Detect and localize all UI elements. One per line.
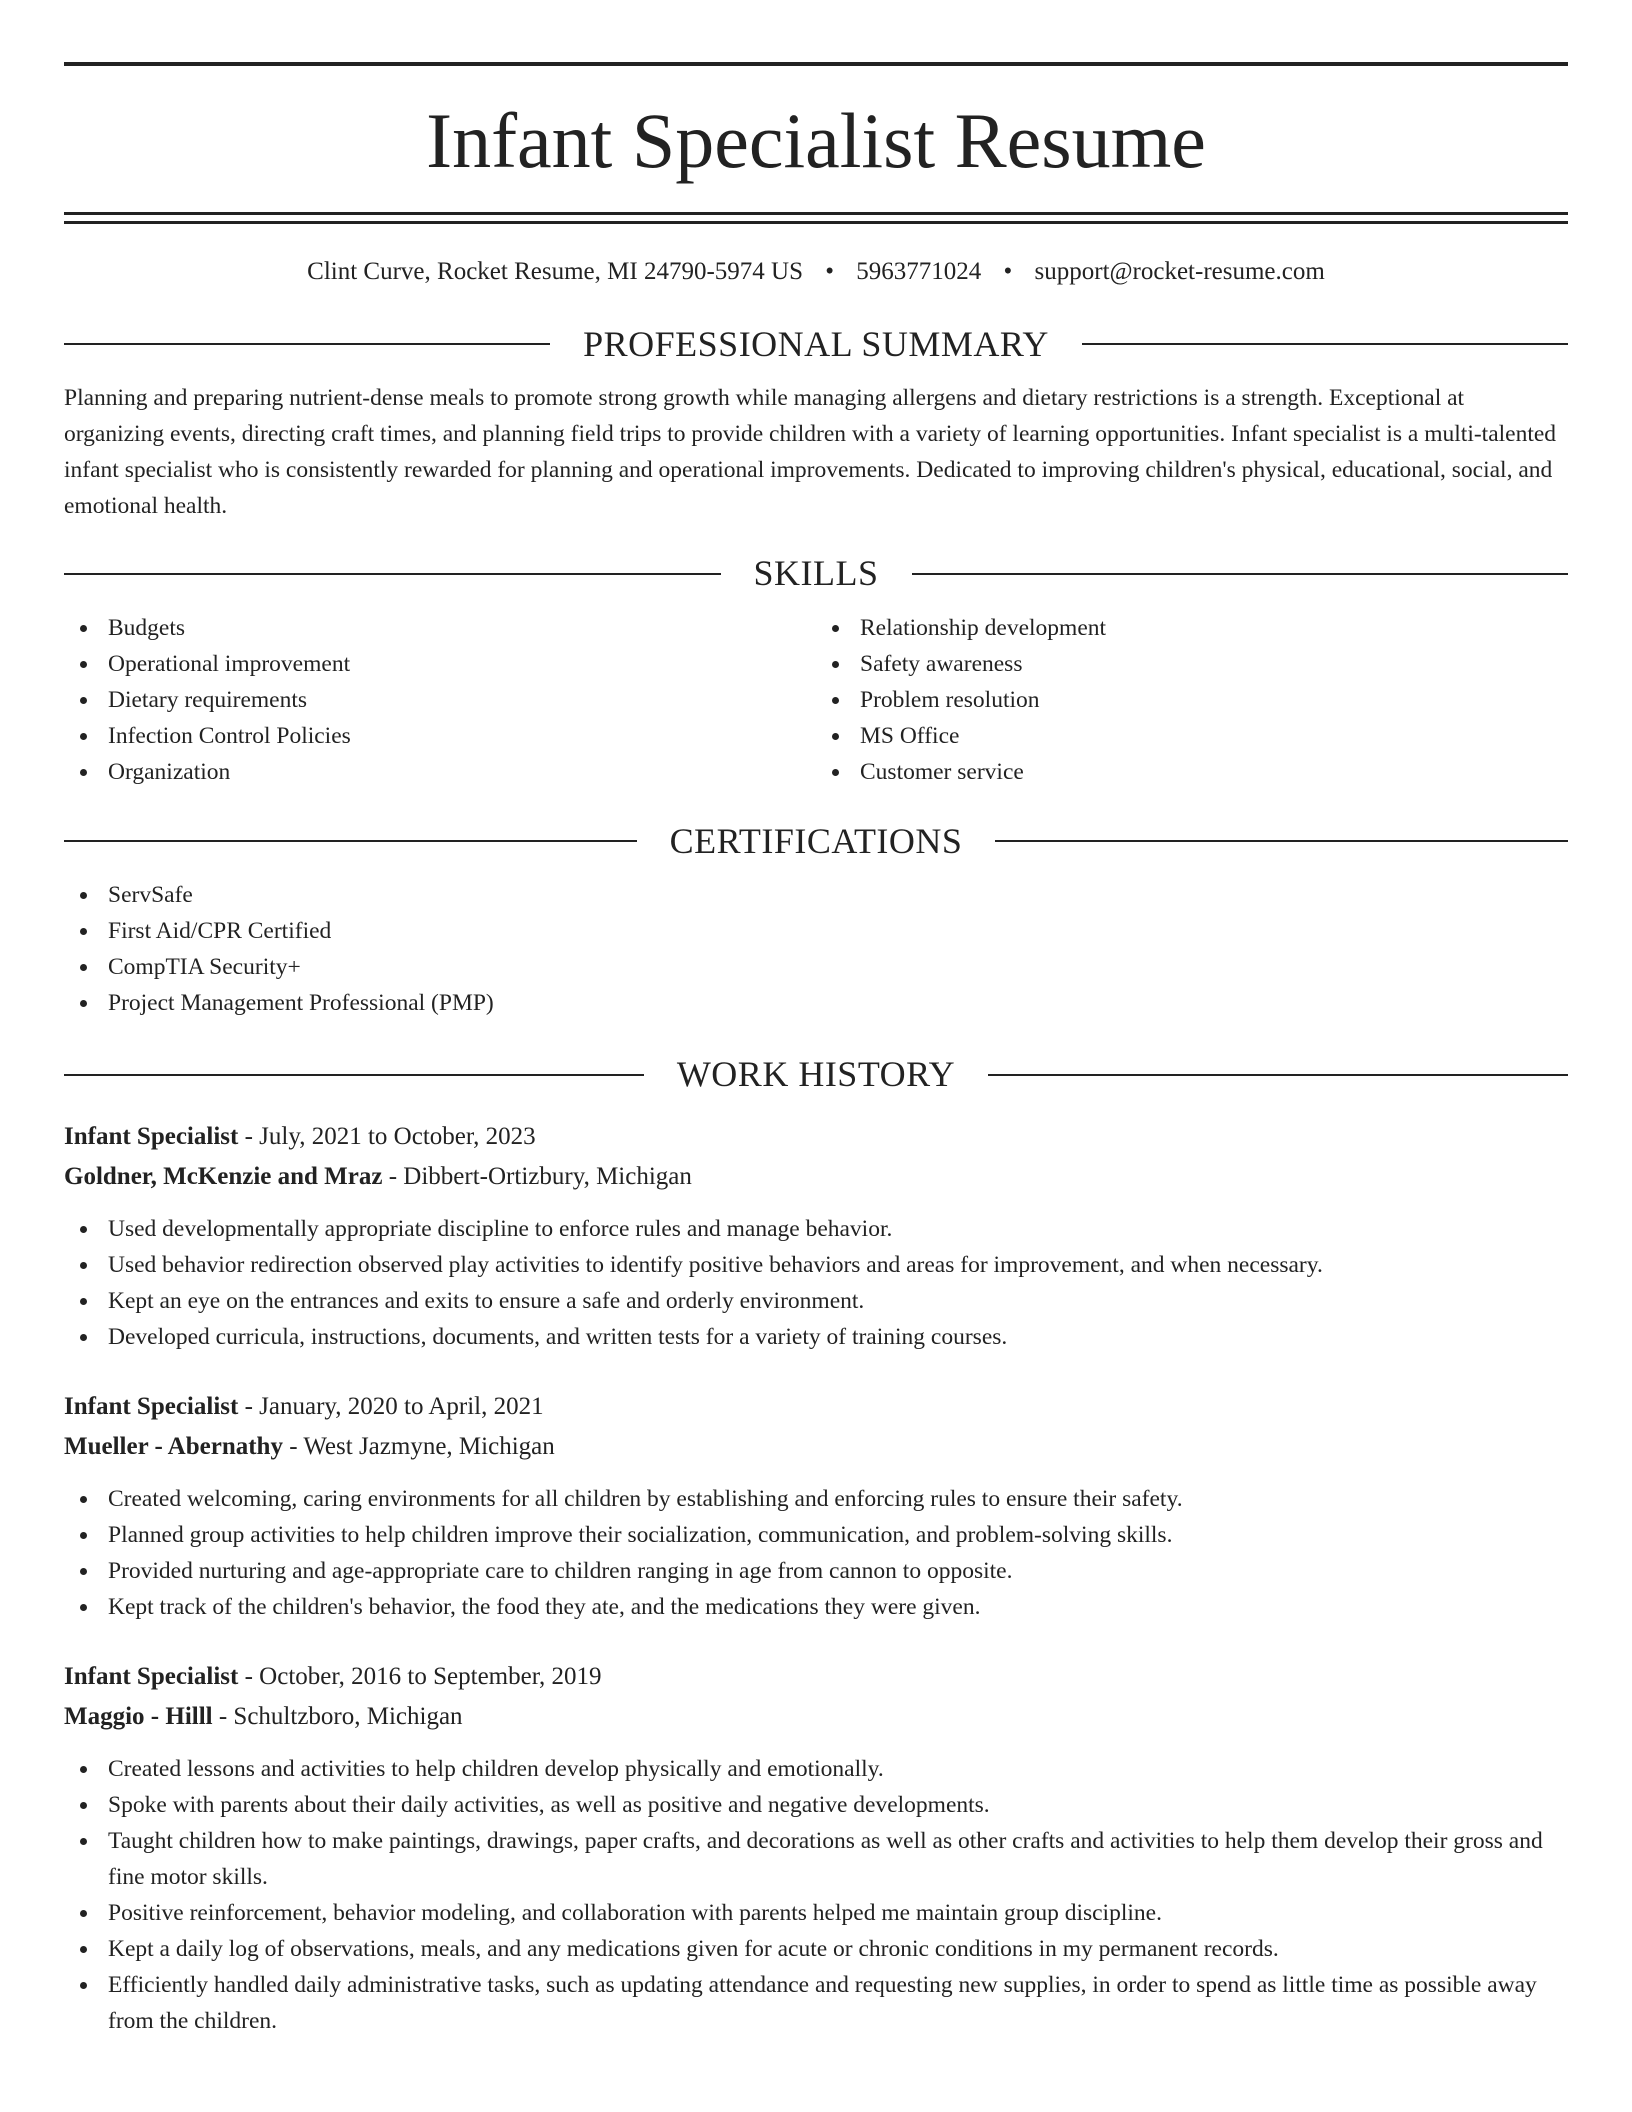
section-header-certifications — [64, 822, 1568, 862]
job-title: Infant Specialist — [64, 1392, 239, 1420]
list-item: MS Office — [816, 718, 1568, 754]
section-title: WORK HISTORY — [676, 1054, 956, 1095]
list-item: Budgets — [64, 610, 816, 646]
job-dates: - January, 2020 to April, 2021 — [244, 1392, 544, 1420]
contact-separator: • — [1003, 258, 1013, 285]
job-dates: - October, 2016 to September, 2019 — [244, 1662, 602, 1690]
list-item: Organization — [64, 754, 816, 790]
summary-text: Planning and preparing nutrient-dense meals to promote strong growth while managing allergens and dietary restrictions is a strength. Exceptional at organizing events, directing craft times, and planning field trips to provide children with a variety of learning opportunities. Infant specialist is a multi-talented infant specialist who is consistently rewarded for planning and operational improvements. Dedicated to improving children's physical, educational, social, and emotional health. — [64, 385, 1557, 520]
list-item: Problem resolution — [816, 682, 1568, 718]
skills-list — [64, 610, 1568, 790]
list-item: Kept track of the children's behavior, the food they ate, and the medications they were given. — [64, 1589, 1568, 1625]
section-header-work-history — [64, 1055, 1568, 1095]
job-bullets — [64, 1481, 1568, 1625]
list-item: CompTIA Security+ — [64, 949, 1568, 985]
list-item: Dietary requirements — [64, 682, 816, 718]
skills-column-right — [816, 610, 1568, 790]
list-item: Positive reinforcement, behavior modeling, and collaboration with parents helped me maintain group discipline. — [64, 1895, 1568, 1931]
list-item: Spoke with parents about their daily activities, as well as positive and negative developments. — [64, 1787, 1568, 1823]
list-item: First Aid/CPR Certified — [64, 913, 1568, 949]
list-item: Developed curricula, instructions, documents, and written tests for a variety of training courses. — [64, 1319, 1568, 1355]
section-title: PROFESSIONAL SUMMARY — [583, 323, 1049, 364]
list-item: Taught children how to make paintings, drawings, paper crafts, and decorations as well as other crafts and activities to help them develop their gross and fine motor skills. — [64, 1823, 1568, 1895]
section-header-skills — [64, 554, 1568, 594]
job-dates: - July, 2021 to October, 2023 — [244, 1122, 536, 1150]
list-item: Created lessons and activities to help children develop physically and emotionally. — [64, 1751, 1568, 1787]
job-company: Goldner, McKenzie and Mraz — [64, 1162, 383, 1190]
job-company: Mueller - Abernathy — [64, 1432, 283, 1460]
top-rule — [64, 62, 1568, 66]
job-bullets — [64, 1751, 1568, 2039]
job-title-line — [64, 1117, 1568, 1157]
section-rule — [64, 1074, 644, 1076]
job-company-line — [64, 1157, 1568, 1197]
job-location: - Dibbert-Ortizbury, Michigan — [388, 1162, 692, 1190]
list-item: Project Management Professional (PMP) — [64, 985, 1568, 1021]
list-item: Relationship development — [816, 610, 1568, 646]
section-rule — [64, 343, 550, 345]
list-item: Used developmentally appropriate discipline to enforce rules and manage behavior. — [64, 1211, 1568, 1247]
list-item: Kept a daily log of observations, meals, and any medications given for acute or chronic conditions in my permanent records. — [64, 1931, 1568, 1967]
job-title: Infant Specialist — [64, 1662, 239, 1690]
list-item: Infection Control Policies — [64, 718, 816, 754]
list-item: Provided nurturing and age-appropriate care to children ranging in age from cannon to opposite. — [64, 1553, 1568, 1589]
page-title: Infant Specialist Resume — [426, 97, 1206, 184]
list-item: Created welcoming, caring environments for all children by establishing and enforcing rules to ensure their safety. — [64, 1481, 1568, 1517]
job-entry — [64, 1387, 1568, 1625]
list-item: Efficiently handled daily administrative tasks, such as updating attendance and requesting new supplies, in order to spend as little time as possible away from the children. — [64, 1967, 1568, 2039]
section-title: CERTIFICATIONS — [669, 820, 963, 861]
list-item: Customer service — [816, 754, 1568, 790]
list-item: Operational improvement — [64, 646, 816, 682]
list-item: Used behavior redirection observed play activities to identify positive behaviors and areas for improvement, and when necessary. — [64, 1247, 1568, 1283]
section-rule — [988, 1074, 1568, 1076]
job-company-line — [64, 1697, 1568, 1737]
list-item: Kept an eye on the entrances and exits to ensure a safe and orderly environment. — [64, 1283, 1568, 1319]
contact-phone: 5963771024 — [856, 258, 982, 285]
title-double-rule — [64, 212, 1568, 224]
section-rule — [912, 573, 1569, 575]
job-title: Infant Specialist — [64, 1122, 239, 1150]
job-company-line — [64, 1427, 1568, 1467]
skills-column-left — [64, 610, 816, 790]
job-title-line — [64, 1657, 1568, 1697]
job-title-line — [64, 1387, 1568, 1427]
contact-email: support@rocket-resume.com — [1034, 258, 1325, 285]
section-title: SKILLS — [753, 553, 879, 594]
job-bullets — [64, 1211, 1568, 1355]
section-rule — [64, 573, 721, 575]
job-location: - West Jazmyne, Michigan — [289, 1432, 555, 1460]
list-item: Safety awareness — [816, 646, 1568, 682]
job-entry — [64, 1657, 1568, 2039]
contact-separator: • — [825, 258, 834, 285]
job-entry — [64, 1117, 1568, 1355]
certifications-list — [64, 877, 1568, 1021]
job-location: - Schultzboro, Michigan — [218, 1702, 463, 1730]
section-header-summary — [64, 325, 1568, 365]
contact-line — [64, 256, 1568, 289]
section-rule — [64, 840, 637, 842]
list-item: Planned group activities to help children improve their socialization, communication, and problem-solving skills. — [64, 1517, 1568, 1553]
contact-address: Clint Curve, Rocket Resume, MI 24790-5974 US — [307, 258, 803, 285]
section-rule — [1082, 343, 1568, 345]
section-rule — [995, 840, 1568, 842]
list-item: ServSafe — [64, 877, 1568, 913]
job-company: Maggio - Hilll — [64, 1702, 213, 1730]
